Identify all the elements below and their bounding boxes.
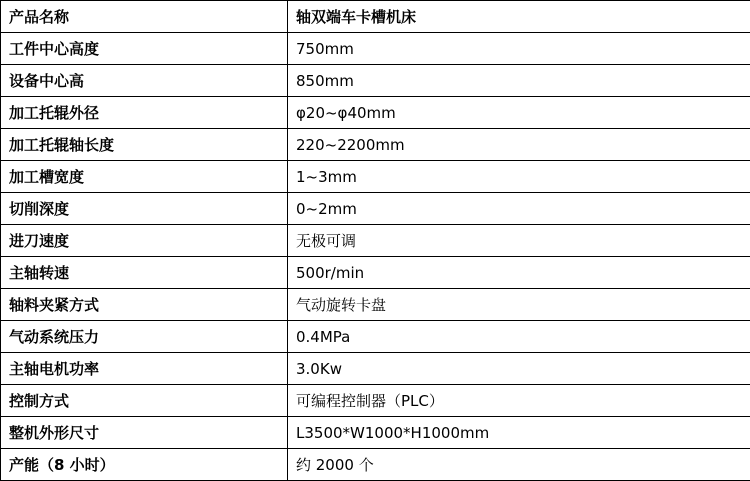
table-row [1,33,750,65]
row-label: 整机外形尺寸 [1,417,288,449]
row-value: 750mm [288,33,750,65]
row-label: 轴料夹紧方式 [1,289,288,321]
row-value: 3.0Kw [288,353,750,385]
row-value: 轴双端车卡槽机床 [288,1,750,33]
row-value: 无极可调 [288,225,750,257]
table-row [1,257,750,289]
row-label: 主轴转速 [1,257,288,289]
table-row [1,225,750,257]
row-label: 加工托辊轴长度 [1,129,288,161]
row-value: 气动旋转卡盘 [288,289,750,321]
table-row [1,97,750,129]
table-row [1,289,750,321]
table-row [1,385,750,417]
table-row [1,1,750,33]
table-row [1,193,750,225]
table-row [1,321,750,353]
row-label: 进刀速度 [1,225,288,257]
row-label: 加工槽宽度 [1,161,288,193]
row-label: 产能（8 小时） [1,449,288,481]
row-value: 850mm [288,65,750,97]
row-value: 500r/min [288,257,750,289]
row-label: 工件中心高度 [1,33,288,65]
row-label: 产品名称 [1,1,288,33]
row-value: 可编程控制器（PLC） [288,385,750,417]
row-value: 约 2000 个 [288,449,750,481]
table-row [1,449,750,481]
specification-table-body [1,1,750,481]
row-label: 控制方式 [1,385,288,417]
row-label: 设备中心高 [1,65,288,97]
row-label: 加工托辊外径 [1,97,288,129]
row-label: 切削深度 [1,193,288,225]
row-value: L3500*W1000*H1000mm [288,417,750,449]
row-value: φ20~φ40mm [288,97,750,129]
row-value: 220~2200mm [288,129,750,161]
table-row [1,65,750,97]
row-value: 0.4MPa [288,321,750,353]
table-row [1,161,750,193]
row-value: 0~2mm [288,193,750,225]
row-value: 1~3mm [288,161,750,193]
table-row [1,129,750,161]
row-label: 气动系统压力 [1,321,288,353]
table-row [1,417,750,449]
row-label: 主轴电机功率 [1,353,288,385]
table-row [1,353,750,385]
